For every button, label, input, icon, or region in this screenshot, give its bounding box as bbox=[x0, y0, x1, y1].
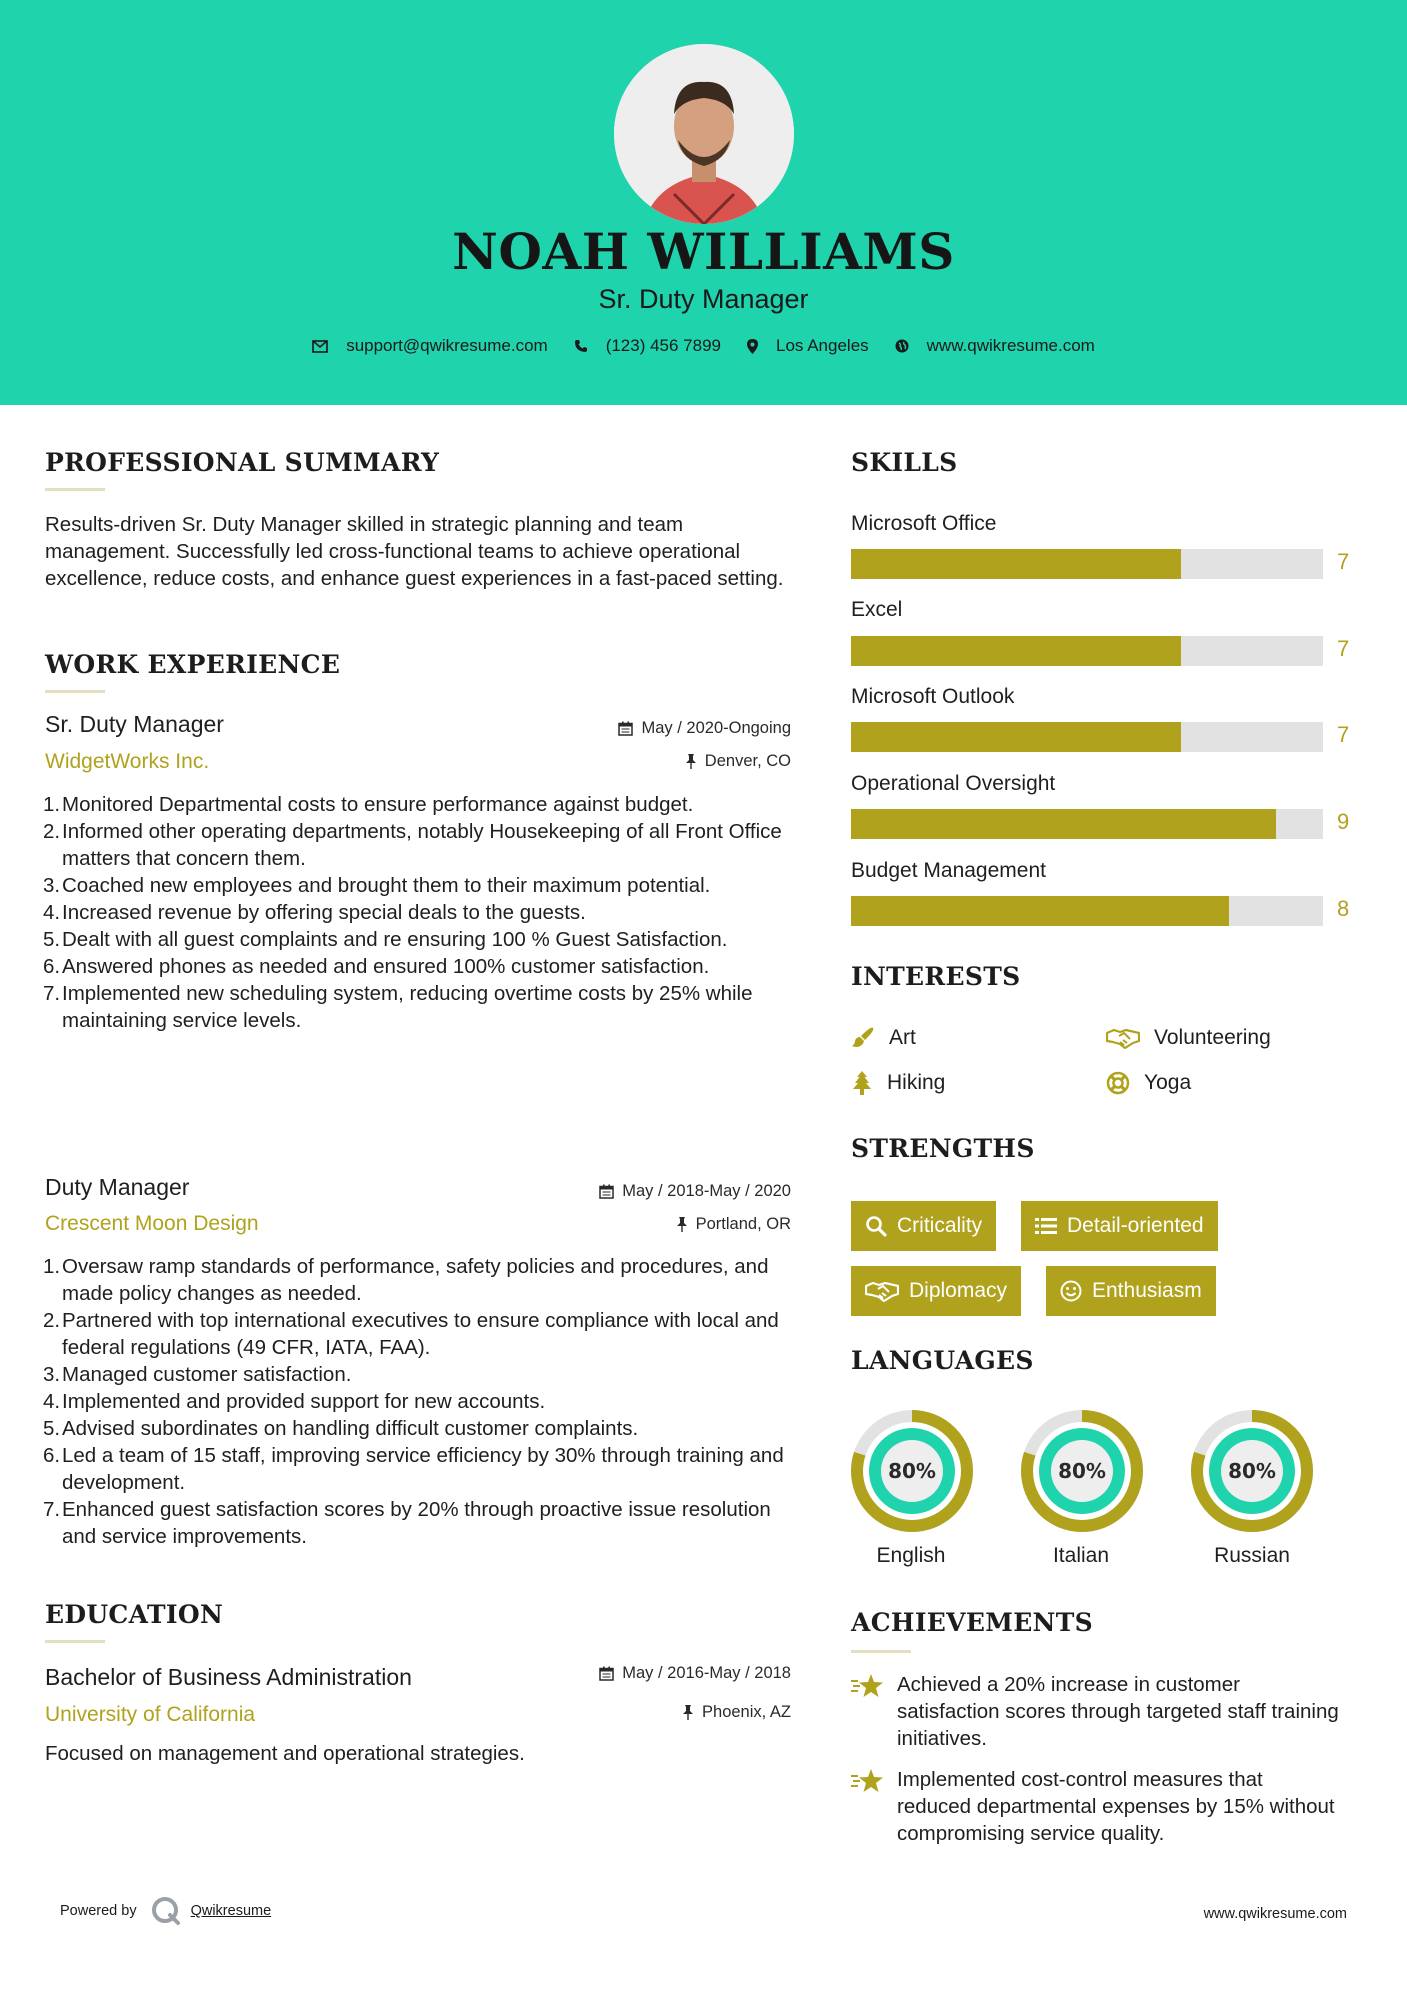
contact-phone[interactable] bbox=[574, 336, 721, 356]
paintbrush-icon bbox=[851, 1026, 875, 1050]
skill-bar-fill bbox=[851, 896, 1229, 926]
list-item: 7. Enhanced guest satisfaction scores by 20% through proactive issue resolution and service improvements. bbox=[43, 1498, 771, 1548]
strength-label: Diplomacy bbox=[909, 1279, 1008, 1302]
powered-by-text: Powered by bbox=[60, 1903, 137, 1919]
job-location bbox=[676, 1215, 791, 1234]
strengths-heading: STRENGTHS bbox=[851, 1134, 1035, 1163]
list-item: 3. Coached new employees and brought them to their maximum potential. bbox=[43, 874, 711, 897]
experience-heading: WORK EXPERIENCE bbox=[45, 650, 341, 679]
list-item: 5. Dealt with all guest complaints and re ensuring 100 % Guest Satisfaction. bbox=[43, 928, 728, 951]
calendar-icon bbox=[599, 1666, 614, 1681]
skill-bar-fill bbox=[851, 809, 1276, 839]
education-location bbox=[682, 1703, 791, 1722]
experience-divider bbox=[45, 690, 105, 693]
achievement-item bbox=[851, 1671, 1341, 1752]
summary-divider bbox=[45, 488, 105, 491]
interest-label: Art bbox=[889, 1026, 916, 1049]
strength-tag bbox=[851, 1266, 1021, 1316]
contact-email-text: support@qwikresume.com bbox=[346, 336, 548, 355]
degree-title: Bachelor of Business Administration bbox=[45, 1664, 412, 1690]
education-date-text: May / 2016-May / 2018 bbox=[622, 1664, 791, 1682]
job-responsibilities bbox=[43, 791, 795, 1034]
contact-website[interactable] bbox=[895, 336, 1095, 356]
language-label: Italian bbox=[1052, 1544, 1110, 1567]
contact-phone-text: (123) 456 7899 bbox=[605, 336, 722, 355]
skill-value: 7 bbox=[1337, 549, 1350, 574]
contact-location bbox=[747, 336, 869, 356]
strength-tag bbox=[851, 1201, 996, 1251]
list-item: 4. Implemented and provided support for new accounts. bbox=[43, 1390, 546, 1413]
job-company: WidgetWorks Inc. bbox=[45, 750, 210, 773]
list-item: 6. Led a team of 15 staff, improving service efficiency by 30% through training and development. bbox=[43, 1444, 784, 1494]
education-date bbox=[599, 1664, 791, 1683]
qwikresume-link[interactable]: Qwikresume bbox=[190, 1903, 272, 1919]
job-date-text: May / 2020-Ongoing bbox=[641, 719, 791, 737]
pin-icon bbox=[685, 754, 697, 769]
skill-bar bbox=[851, 722, 1323, 752]
skill-bar bbox=[851, 809, 1323, 839]
interest-item bbox=[1106, 1026, 1271, 1050]
qwikresume-logo-icon bbox=[151, 1896, 181, 1926]
skill-bar bbox=[851, 896, 1323, 926]
summary-text: Results-driven Sr. Duty Manager skilled in strategic planning and team management. Successfully led cross-functional teams to achieve operational excellence, reduce costs, and enhance guest experiences in a fast-paced setting. bbox=[45, 513, 784, 590]
skill-value: 9 bbox=[1337, 809, 1350, 834]
job-date bbox=[618, 719, 791, 738]
star-icon bbox=[851, 1768, 885, 1794]
skill-value: 8 bbox=[1337, 896, 1350, 921]
contact-email[interactable] bbox=[312, 336, 548, 356]
language-ring bbox=[1020, 1409, 1144, 1533]
calendar-icon bbox=[618, 721, 633, 736]
education-heading: EDUCATION bbox=[45, 1600, 224, 1629]
list-item: 2. Partnered with top international executives to ensure compliance with local and federal regulations (49 CFR, IATA, FAA). bbox=[43, 1309, 779, 1359]
list-item: 1. Oversaw ramp standards of performance, safety policies and procedures, and made policy changes as needed. bbox=[43, 1255, 769, 1305]
list-item: 4. Increased revenue by offering special deals to the guests. bbox=[43, 901, 586, 924]
interest-label: Hiking bbox=[887, 1071, 946, 1094]
job-date bbox=[599, 1182, 791, 1201]
globe-icon bbox=[895, 339, 909, 353]
ring-percent: 80% bbox=[1228, 1459, 1276, 1483]
profile-photo bbox=[614, 44, 794, 224]
list-item: 5. Advised subordinates on handling difficult customer complaints. bbox=[43, 1417, 639, 1440]
job-title: Duty Manager bbox=[45, 1174, 190, 1200]
pin-icon bbox=[676, 1217, 688, 1232]
contact-website-text: www.qwikresume.com bbox=[926, 336, 1095, 355]
map-pin-icon bbox=[747, 339, 758, 354]
skill-label: Excel bbox=[851, 598, 903, 621]
skill-label: Microsoft Outlook bbox=[851, 685, 1015, 708]
job-location bbox=[685, 752, 791, 771]
lifebuoy-icon bbox=[1106, 1071, 1130, 1095]
languages-heading: LANGUAGES bbox=[851, 1346, 1034, 1375]
contact-bar bbox=[0, 336, 1407, 356]
footer-powered-by bbox=[60, 1896, 271, 1926]
candidate-name: NOAH WILLIAMS bbox=[452, 222, 955, 281]
skill-label: Microsoft Office bbox=[851, 512, 997, 535]
language-label: English bbox=[876, 1544, 946, 1567]
contact-location-text: Los Angeles bbox=[776, 336, 869, 355]
skill-bar bbox=[851, 549, 1323, 579]
envelope-icon bbox=[312, 340, 328, 353]
search-icon bbox=[865, 1215, 887, 1237]
language-ring bbox=[1190, 1409, 1314, 1533]
education-divider bbox=[45, 1640, 105, 1643]
list-icon bbox=[1035, 1217, 1057, 1235]
list-item: 2. Informed other operating departments, notably Housekeeping of all Front Office matters that concern them. bbox=[43, 820, 782, 870]
handshake-icon bbox=[1106, 1027, 1140, 1049]
skill-label: Budget Management bbox=[851, 859, 1046, 882]
ring-percent: 80% bbox=[888, 1459, 936, 1483]
skill-bar-fill bbox=[851, 549, 1181, 579]
ring-percent: 80% bbox=[1058, 1459, 1106, 1483]
candidate-role: Sr. Duty Manager bbox=[598, 284, 809, 314]
summary-heading: PROFESSIONAL SUMMARY bbox=[45, 448, 440, 477]
star-icon bbox=[851, 1673, 885, 1699]
skill-bar-fill bbox=[851, 636, 1181, 666]
job-company: Crescent Moon Design bbox=[45, 1212, 259, 1235]
job-location-text: Denver, CO bbox=[704, 752, 791, 770]
header bbox=[0, 0, 1407, 405]
footer-website[interactable]: www.qwikresume.com bbox=[1203, 1906, 1347, 1922]
school-name: University of California bbox=[45, 1703, 256, 1726]
strength-label: Criticality bbox=[897, 1214, 983, 1237]
job-location-text: Portland, OR bbox=[695, 1215, 791, 1233]
phone-icon bbox=[574, 339, 588, 353]
education-location-text: Phoenix, AZ bbox=[702, 1703, 791, 1721]
job-responsibilities bbox=[43, 1253, 795, 1550]
job-title: Sr. Duty Manager bbox=[45, 711, 224, 737]
interest-item bbox=[851, 1071, 945, 1095]
skill-value: 7 bbox=[1337, 722, 1350, 747]
interest-label: Volunteering bbox=[1154, 1026, 1271, 1049]
achievements-divider bbox=[851, 1650, 911, 1653]
strength-tag bbox=[1046, 1266, 1216, 1316]
skill-bar-fill bbox=[851, 722, 1181, 752]
language-ring bbox=[850, 1409, 974, 1533]
interest-item bbox=[851, 1026, 916, 1050]
interest-label: Yoga bbox=[1144, 1071, 1192, 1094]
handshake-icon bbox=[865, 1280, 899, 1302]
list-item: 3. Managed customer satisfaction. bbox=[43, 1363, 352, 1386]
tree-icon bbox=[851, 1071, 873, 1095]
job-date-text: May / 2018-May / 2020 bbox=[622, 1182, 791, 1200]
calendar-icon bbox=[599, 1184, 614, 1199]
list-item: 6. Answered phones as needed and ensured 100% customer satisfaction. bbox=[43, 955, 710, 978]
pin-icon bbox=[682, 1705, 694, 1720]
interest-item bbox=[1106, 1071, 1191, 1095]
interests-heading: INTERESTS bbox=[851, 962, 1021, 991]
achievement-text: Achieved a 20% increase in customer satisfaction scores through targeted staff training initiatives. bbox=[897, 1673, 1339, 1750]
skills-heading: SKILLS bbox=[851, 448, 958, 477]
strength-label: Enthusiasm bbox=[1092, 1279, 1202, 1302]
achievements-heading: ACHIEVEMENTS bbox=[851, 1608, 1093, 1637]
smile-icon bbox=[1060, 1280, 1082, 1302]
list-item: 7. Implemented new scheduling system, reducing overtime costs by 25% while maintaining service levels. bbox=[43, 982, 753, 1032]
skill-value: 7 bbox=[1337, 636, 1350, 661]
list-item: 1. Monitored Departmental costs to ensure performance against budget. bbox=[43, 793, 694, 816]
skill-bar bbox=[851, 636, 1323, 666]
strength-label: Detail-oriented bbox=[1067, 1214, 1204, 1237]
strength-tag bbox=[1021, 1201, 1218, 1251]
education-description: Focused on management and operational strategies. bbox=[45, 1742, 525, 1765]
achievement-text: Implemented cost-control measures that reduced departmental expenses by 15% without compromising service quality. bbox=[897, 1768, 1335, 1845]
skill-label: Operational Oversight bbox=[851, 772, 1056, 795]
achievement-item bbox=[851, 1766, 1341, 1847]
language-label: Russian bbox=[1214, 1544, 1290, 1567]
